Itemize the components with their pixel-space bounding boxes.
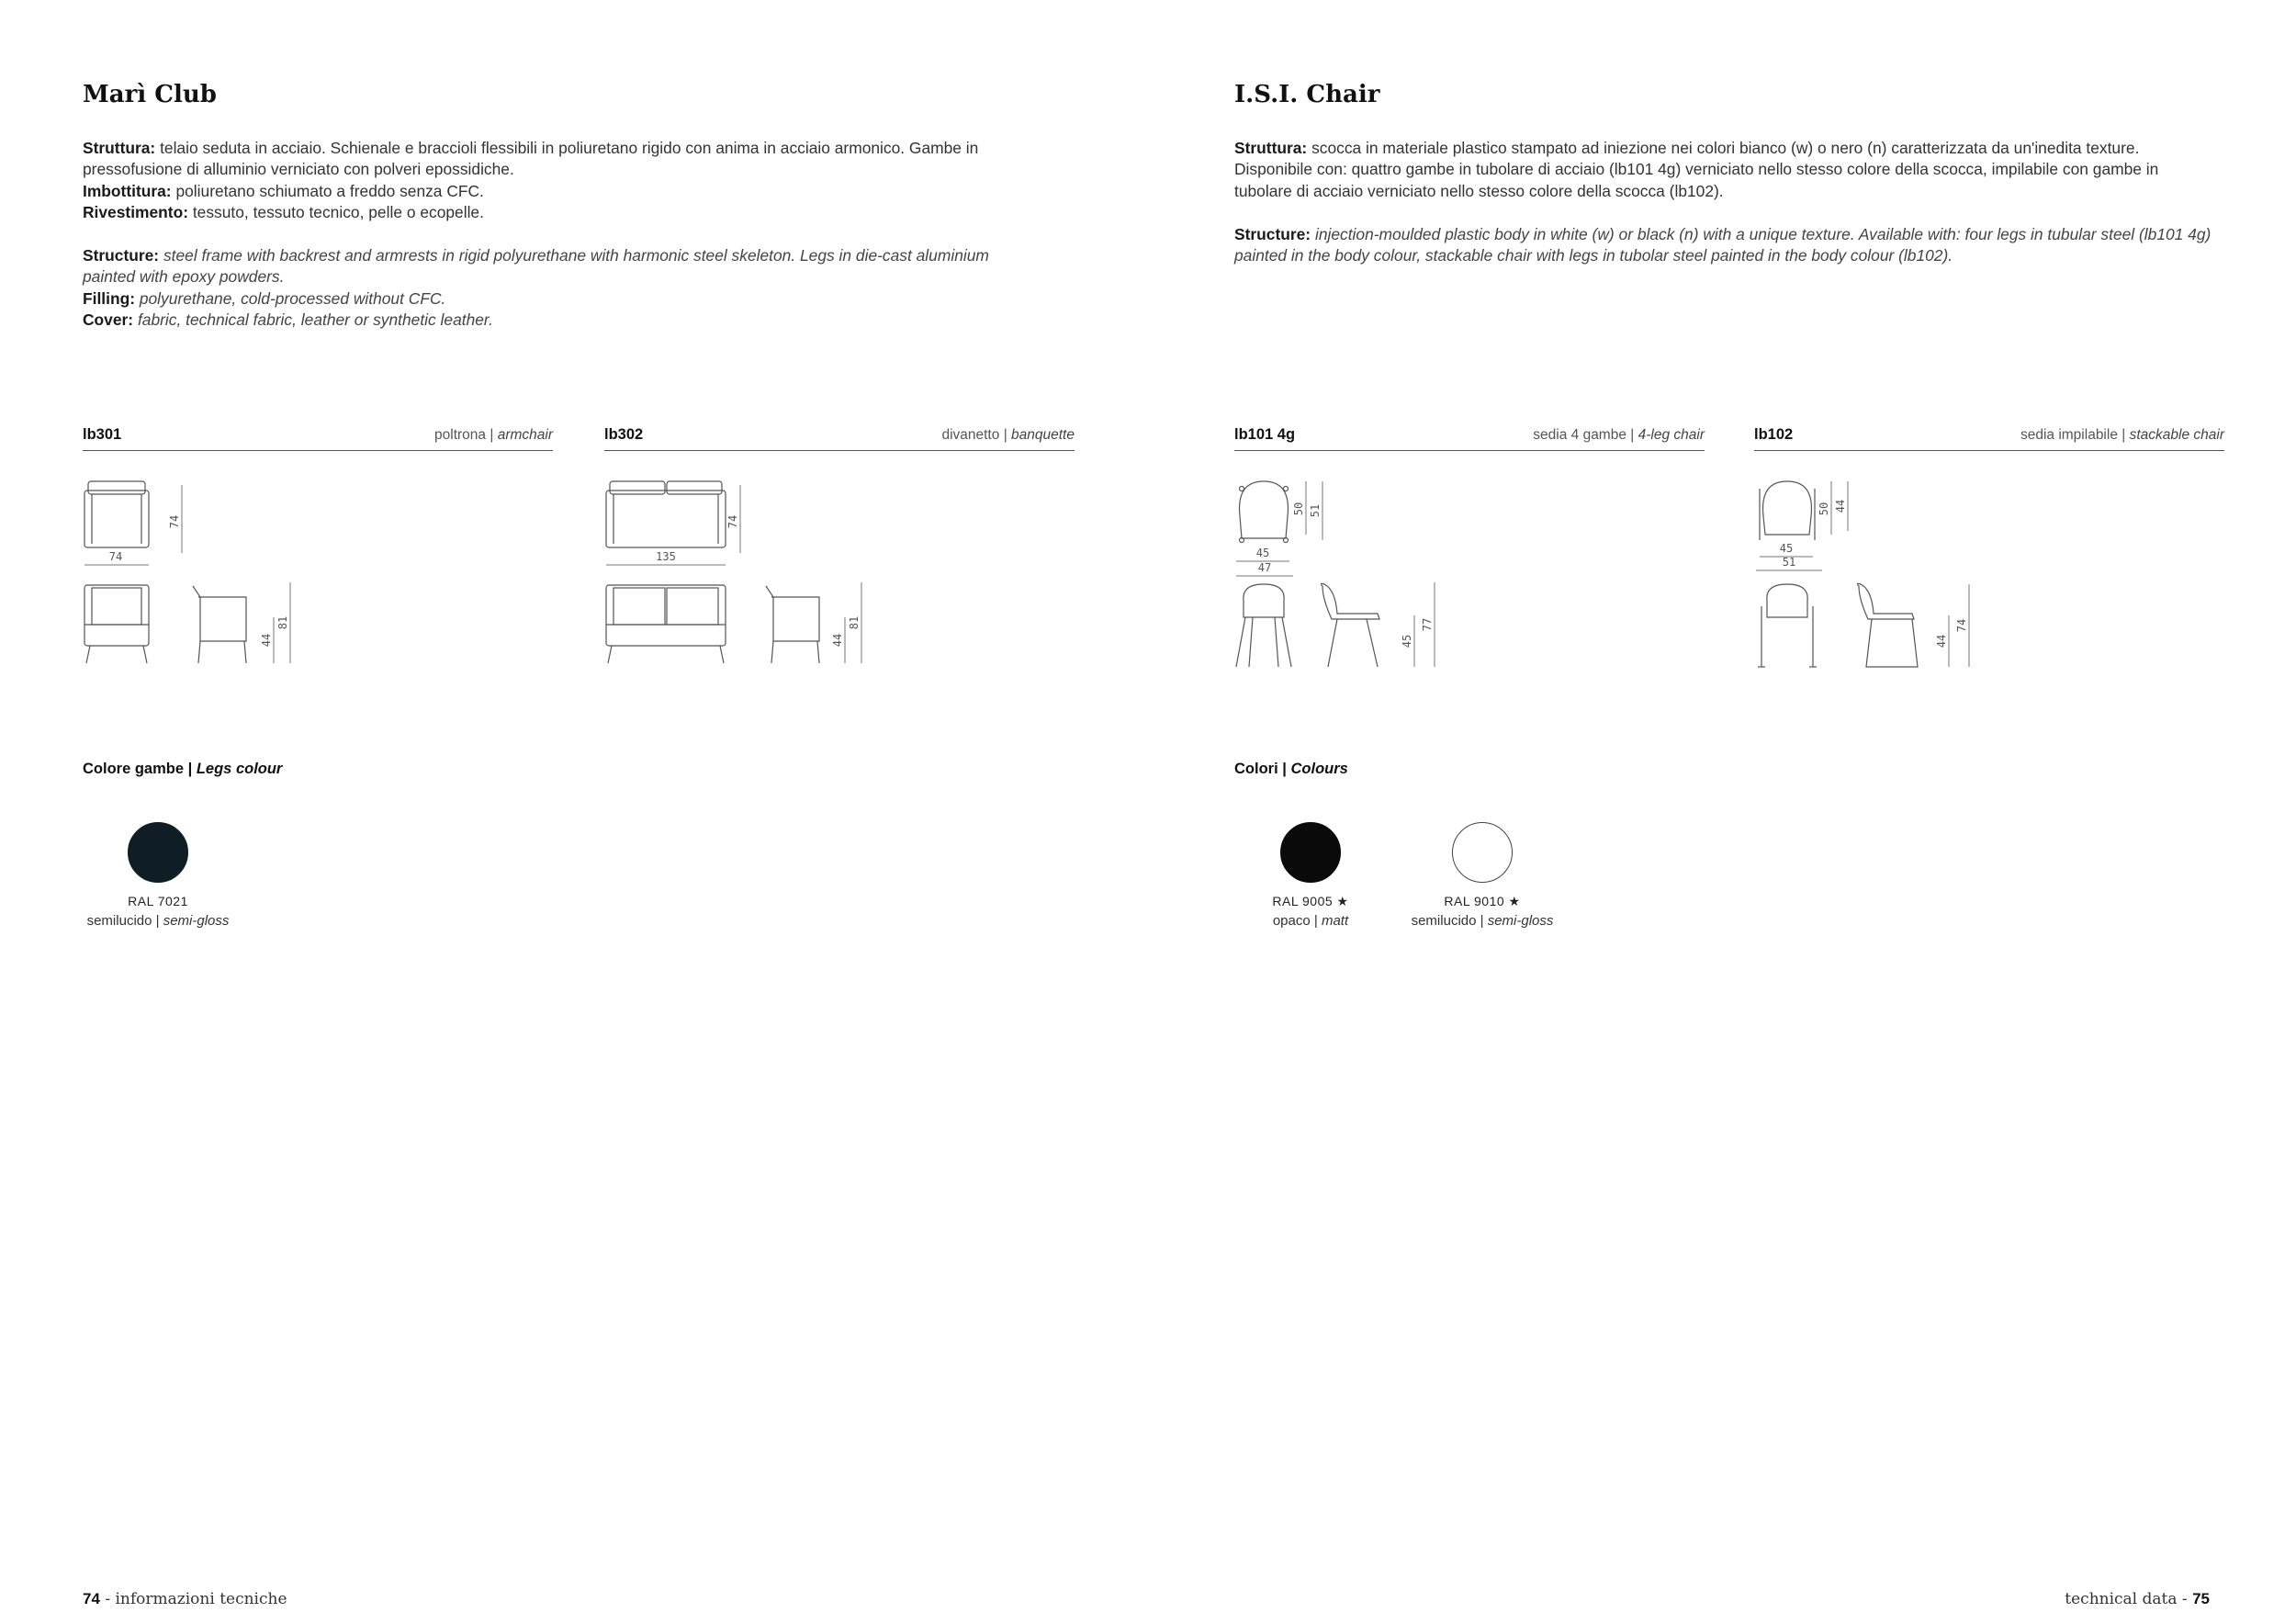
swatch-ral-code: RAL 9010 ★: [1444, 894, 1521, 908]
dimension-width-b: 47: [1257, 561, 1272, 574]
dimension-depth: 74: [168, 514, 181, 529]
struttura-text: telaio seduta in acciaio. Schienale e braccioli flessibili in poliuretano rigido con anima in acciaio armonico. Gambe in pressofusione di alluminio verniciato con polveri epossidiche.: [83, 139, 979, 179]
dimension-width-b: 51: [1782, 556, 1796, 569]
struttura-label: Struttura:: [83, 139, 156, 157]
chair-top-view: [1240, 481, 1289, 543]
product-lb301: [83, 424, 553, 700]
structure-label: Structure:: [1234, 224, 1311, 243]
structure-text: injection-moulded plastic body in white (w) or black (n) with a unique texture. Available with: four legs in tubular steel (lb101 4g) painted in the body colour, stackable chair with legs in tubolar steel painted in the body colour (lb102).: [1234, 224, 2212, 265]
footer-label: technical data: [2065, 1590, 2178, 1608]
four-leg-chair-technical-drawing: [1234, 479, 1705, 700]
page-footer: 74 - informazioni tecniche: [83, 1590, 287, 1608]
dimension-seat: 45: [1401, 634, 1413, 648]
dimension-seat: 44: [831, 633, 844, 648]
page-footer: technical data - 75: [2065, 1590, 2210, 1608]
dimension-height: 77: [1421, 617, 1434, 632]
product-header: [1754, 424, 2224, 451]
footer-label: informazioni tecniche: [115, 1590, 287, 1608]
dimension-width-a: 45: [1255, 547, 1270, 559]
rivestimento-label: Rivestimento:: [83, 203, 188, 222]
struttura-label: Struttura:: [1234, 139, 1308, 157]
swatch-finish: opaco | matt: [1272, 913, 1349, 929]
imbottitura-text: poliuretano schiumato a freddo senza CFC.: [175, 181, 484, 200]
product-lb101-4g: [1234, 424, 1705, 700]
cover-text: fabric, technical fabric, leather or synthetic leather.: [137, 310, 493, 330]
description-english: [83, 245, 1019, 332]
product-lb302: [604, 424, 1075, 700]
product-type: sedia 4 gambe | 4-leg chair: [1533, 427, 1705, 443]
stackable-chair-technical-drawing: [1754, 479, 2224, 700]
product-header: [1234, 424, 1705, 451]
page-number: 74: [83, 1590, 100, 1607]
product-code: lb101 4g: [1234, 426, 1296, 443]
swatch-ral-code: RAL 9005 ★: [1272, 894, 1349, 908]
colour-swatch-ral-9010: [1390, 822, 1574, 932]
filling-label: Filling:: [83, 288, 135, 308]
description-italian: [83, 138, 1019, 224]
dimension-depth-b: 44: [1834, 499, 1847, 513]
product-header: [83, 424, 553, 451]
rivestimento-text: tessuto, tessuto tecnico, pelle o ecopelle.: [192, 203, 484, 222]
banquette-side-view: [766, 586, 819, 663]
colour-swatch-ral-9005: [1219, 822, 1402, 932]
dimension-height: 81: [848, 615, 861, 630]
page-title: Marì Club: [83, 81, 217, 108]
swatch-dot: [1280, 822, 1341, 883]
right-page: [1148, 0, 2296, 1624]
product-description: [1234, 138, 2217, 288]
page-title: I.S.I. Chair: [1234, 81, 1380, 108]
chair-top-view: [1760, 481, 1815, 540]
banquette-technical-drawing: [604, 479, 1075, 700]
dimension-depth-a: 50: [1292, 502, 1305, 516]
dimension-seat: 44: [1935, 634, 1948, 648]
swatch-ral-code: RAL 7021: [128, 894, 188, 908]
armchair-side-view: [193, 586, 246, 663]
product-description: [83, 138, 1019, 353]
armchair-front-view: [84, 585, 149, 663]
chair-side-view: [1321, 583, 1379, 667]
colours-heading: Colori | Colours: [1234, 761, 1348, 777]
swatch-dot: [1452, 822, 1513, 883]
product-code: lb301: [83, 426, 122, 443]
dimension-depth: 74: [726, 514, 739, 529]
product-type: divanetto | banquette: [941, 427, 1075, 443]
dimension-depth-a: 50: [1818, 502, 1830, 516]
dimension-height: 81: [276, 615, 289, 630]
chair-side-view: [1857, 583, 1918, 667]
filling-text: polyurethane, cold-processed without CFC.: [139, 288, 446, 308]
swatch-dot: [128, 822, 188, 883]
product-code: lb302: [604, 426, 644, 443]
product-type: sedia impilabile | stackable chair: [2020, 427, 2224, 443]
chair-front-view: [1236, 584, 1291, 667]
dimension-depth-b: 51: [1309, 503, 1322, 518]
swatch-finish: semilucido | semi-gloss: [1411, 913, 1554, 929]
dimension-seat: 44: [260, 633, 273, 648]
product-type: poltrona | armchair: [434, 427, 553, 443]
dimension-height: 74: [1955, 618, 1968, 633]
product-code: lb102: [1754, 426, 1794, 443]
product-lb102: [1754, 424, 2224, 700]
dimension-width: 74: [108, 550, 123, 563]
armchair-top-view: [84, 481, 149, 547]
imbottitura-label: Imbottitura:: [83, 181, 172, 200]
dimension-width: 135: [656, 550, 676, 563]
banquette-front-view: [606, 585, 726, 663]
description-english: [1234, 224, 2217, 267]
structure-text: steel frame with backrest and armrests in rigid polyurethane with harmonic steel skeleton. Legs in die-cast aluminium painted with epoxy powders.: [83, 246, 989, 287]
page-number: 75: [2192, 1590, 2210, 1607]
struttura-text: scocca in materiale plastico stampato ad iniezione nei colori bianco (w) o nero (n) caratterizzata da un'inedita texture. Disponibile con: quattro gambe in tubolare di acciaio (lb101 4g) verniciato nello stesso colore della scocca, impilabile con gambe in tubolare di acciaio verniciato nello stesso colore della scocca (lb102).: [1234, 139, 2159, 200]
cover-label: Cover:: [83, 310, 134, 330]
legs-colour-heading: Colore gambe | Legs colour: [83, 761, 283, 777]
structure-label: Structure:: [83, 246, 160, 265]
product-header: [604, 424, 1075, 451]
swatch-finish: semilucido | semi-gloss: [86, 913, 230, 929]
armchair-technical-drawing: [83, 479, 553, 700]
banquette-top-view: [606, 481, 726, 547]
description-italian: [1234, 138, 2217, 202]
colour-swatch-ral-7021: [66, 822, 250, 932]
dimension-width-a: 45: [1779, 542, 1794, 555]
chair-front-view: [1758, 584, 1817, 667]
